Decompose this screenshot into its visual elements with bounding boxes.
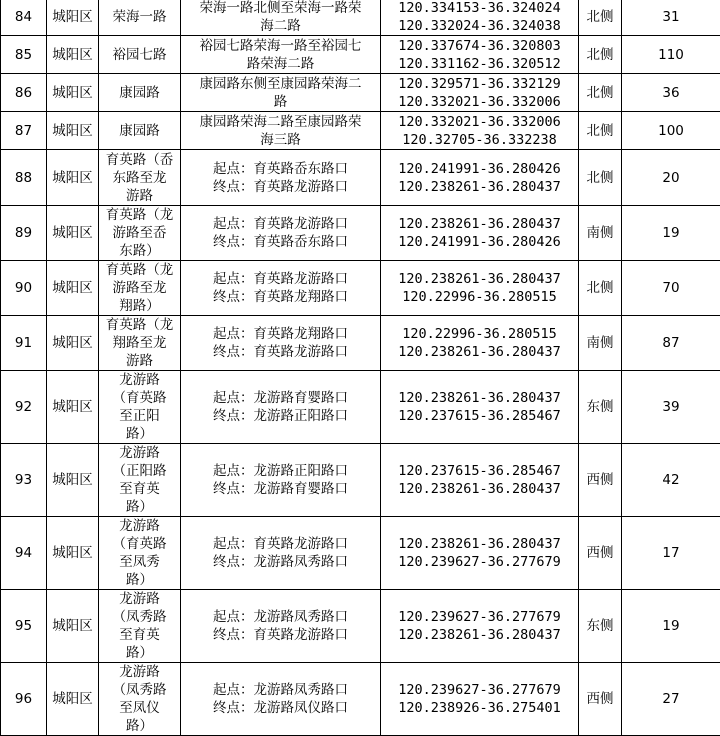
road-name-line: 育英路（龙 [99,206,180,224]
row-number: 87 [1,112,47,150]
coordinates-cell [381,316,579,371]
road-range-cell [181,316,381,371]
row-number: 93 [1,444,47,517]
row-number: 88 [1,150,47,206]
road-name-line: 至育英 [99,626,180,644]
district-cell: 城阳区 [47,316,99,371]
side-cell: 北侧 [579,0,622,36]
table-row [1,150,720,206]
road-name-line: 荣海一路 [99,8,180,26]
coordinate-line: 120.22996-36.280515 [381,325,578,343]
coordinate-line: 120.334153-36.324024 [381,0,578,17]
coordinates-cell [381,206,579,261]
road-name-line: 裕园七路 [99,46,180,64]
table-row [1,206,720,261]
road-range-cell [181,371,381,444]
road-name-line: 至凤仪 [99,699,180,717]
coordinate-line: 120.238261-36.280437 [381,535,578,553]
row-number: 84 [1,0,47,36]
coordinates-cell [381,0,579,36]
coordinates-cell [381,371,579,444]
row-number: 85 [1,36,47,74]
road-name-line: 游路至岙 [99,224,180,242]
range-line: 荣海一路北侧至荣海一路荣 [181,0,380,17]
road-name-line: 路） [99,498,180,516]
range-line: 起点：育英路龙游路口 [181,270,380,288]
coordinate-line: 120.238261-36.280437 [381,215,578,233]
space-count-cell: 19 [622,590,720,663]
road-name-line: 育英路（岙 [99,151,180,169]
coordinate-line: 120.331162-36.320512 [381,55,578,73]
road-name-line: 路） [99,644,180,662]
road-name-line: 东路至龙 [99,169,180,187]
district-cell: 城阳区 [47,590,99,663]
coordinates-cell [381,74,579,112]
range-line: 路 [181,93,380,111]
range-line: 终点：龙游路凤秀路口 [181,553,380,571]
road-name-cell [99,371,181,444]
row-number: 90 [1,261,47,316]
coordinate-line: 120.241991-36.280426 [381,233,578,251]
road-name-cell [99,590,181,663]
range-line: 海二路 [181,17,380,35]
road-name-line: 龙游路 [99,590,180,608]
coordinates-cell [381,150,579,206]
space-count-cell: 110 [622,36,720,74]
road-name-line: 龙游路 [99,517,180,535]
road-name-line: 康园路 [99,84,180,102]
road-name-line: 翔路） [99,297,180,315]
side-cell: 东侧 [579,371,622,444]
coordinate-line: 120.329571-36.332129 [381,75,578,93]
space-count-cell: 70 [622,261,720,316]
space-count-cell: 42 [622,444,720,517]
road-name-line: 至育英 [99,480,180,498]
road-range-cell [181,444,381,517]
range-line: 康园路东侧至康园路荣海二 [181,75,380,93]
table-row [1,590,720,663]
range-line: 起点：育英路龙游路口 [181,215,380,233]
range-line: 起点：龙游路正阳路口 [181,462,380,480]
road-name-line: 路） [99,425,180,443]
range-line: 裕园七路荣海一路至裕园七 [181,37,380,55]
space-count-cell: 31 [622,0,720,36]
range-line: 起点：龙游路凤秀路口 [181,608,380,626]
road-name-cell [99,517,181,590]
side-cell: 北侧 [579,261,622,316]
range-line: 起点：龙游路凤秀路口 [181,681,380,699]
district-cell: 城阳区 [47,261,99,316]
road-name-line: 至凤秀 [99,553,180,571]
side-cell: 北侧 [579,150,622,206]
table-row [1,517,720,590]
range-line: 起点：育英路岙东路口 [181,160,380,178]
road-name-line: 路） [99,571,180,589]
road-name-line: 育英路（龙 [99,316,180,334]
road-name-line: （正阳路 [99,462,180,480]
road-name-cell [99,0,181,36]
row-number: 86 [1,74,47,112]
space-count-cell: 27 [622,663,720,736]
road-name-cell [99,316,181,371]
coordinates-cell [381,36,579,74]
range-line: 终点：龙游路育婴路口 [181,480,380,498]
district-cell: 城阳区 [47,112,99,150]
road-range-cell [181,261,381,316]
space-count-cell: 39 [622,371,720,444]
row-number: 91 [1,316,47,371]
road-name-line: 至正阳 [99,407,180,425]
range-line: 终点：龙游路正阳路口 [181,407,380,425]
road-range-cell [181,74,381,112]
table-row [1,0,720,36]
coordinates-cell [381,444,579,517]
road-name-cell [99,261,181,316]
coordinates-cell [381,590,579,663]
road-name-cell [99,74,181,112]
range-line: 终点：育英路龙翔路口 [181,288,380,306]
road-range-cell [181,150,381,206]
district-cell: 城阳区 [47,0,99,36]
road-name-line: （育英路 [99,389,180,407]
table-row [1,444,720,517]
road-range-cell [181,112,381,150]
district-cell: 城阳区 [47,663,99,736]
road-name-cell [99,444,181,517]
row-number: 94 [1,517,47,590]
table-body [1,0,720,736]
road-range-cell [181,590,381,663]
coordinate-line: 120.238261-36.280437 [381,343,578,361]
row-number: 96 [1,663,47,736]
coordinate-line: 120.237615-36.285467 [381,462,578,480]
road-name-cell [99,112,181,150]
range-line: 康园路荣海二路至康园路荣 [181,113,380,131]
road-name-cell [99,206,181,261]
range-line: 终点：龙游路凤仪路口 [181,699,380,717]
range-line: 海三路 [181,131,380,149]
road-name-cell [99,663,181,736]
district-cell: 城阳区 [47,371,99,444]
coordinate-line: 120.238261-36.280437 [381,270,578,288]
coordinate-line: 120.332021-36.332006 [381,113,578,131]
coordinate-line: 120.337674-36.320803 [381,37,578,55]
coordinate-line: 120.332024-36.324038 [381,17,578,35]
district-cell: 城阳区 [47,36,99,74]
road-name-line: 龙游路 [99,444,180,462]
side-cell: 西侧 [579,444,622,517]
road-name-line: 育英路（龙 [99,261,180,279]
side-cell: 西侧 [579,663,622,736]
range-line: 起点：育英路龙翔路口 [181,325,380,343]
district-cell: 城阳区 [47,444,99,517]
road-name-line: 游路至龙 [99,279,180,297]
district-cell: 城阳区 [47,74,99,112]
table-row [1,36,720,74]
range-line: 终点：育英路龙游路口 [181,178,380,196]
row-number: 89 [1,206,47,261]
road-range-cell [181,517,381,590]
coordinates-cell [381,261,579,316]
coordinate-line: 120.238261-36.280437 [381,178,578,196]
road-name-line: 游路 [99,352,180,370]
district-cell: 城阳区 [47,206,99,261]
coordinate-line: 120.239627-36.277679 [381,681,578,699]
table-row [1,316,720,371]
road-name-line: 康园路 [99,122,180,140]
table-row [1,112,720,150]
side-cell: 北侧 [579,74,622,112]
space-count-cell: 100 [622,112,720,150]
table-row [1,663,720,736]
road-name-line: 东路） [99,242,180,260]
side-cell: 西侧 [579,517,622,590]
coordinate-line: 120.238261-36.280437 [381,389,578,407]
road-name-line: 翔路至龙 [99,334,180,352]
range-line: 终点：育英路龙游路口 [181,626,380,644]
coordinate-line: 120.239627-36.277679 [381,608,578,626]
road-name-line: 路） [99,717,180,735]
coordinates-cell [381,112,579,150]
side-cell: 南侧 [579,316,622,371]
table-row [1,371,720,444]
road-name-line: （育英路 [99,535,180,553]
road-name-line: 龙游路 [99,663,180,681]
road-name-line: 龙游路 [99,371,180,389]
side-cell: 南侧 [579,206,622,261]
road-name-cell [99,150,181,206]
row-number: 92 [1,371,47,444]
road-name-line: （凤秀路 [99,608,180,626]
range-line: 起点：育英路龙游路口 [181,535,380,553]
table-row [1,261,720,316]
road-range-cell [181,0,381,36]
road-range-cell [181,206,381,261]
coordinate-line: 120.238261-36.280437 [381,480,578,498]
space-count-cell: 17 [622,517,720,590]
range-line: 终点：育英路龙游路口 [181,343,380,361]
coordinate-line: 120.22996-36.280515 [381,288,578,306]
coordinate-line: 120.32705-36.332238 [381,131,578,149]
side-cell: 北侧 [579,112,622,150]
coordinate-line: 120.239627-36.277679 [381,553,578,571]
range-line: 路荣海二路 [181,55,380,73]
coordinate-line: 120.241991-36.280426 [381,160,578,178]
range-line: 终点：育英路岙东路口 [181,233,380,251]
district-cell: 城阳区 [47,517,99,590]
range-line: 起点：龙游路育婴路口 [181,389,380,407]
coordinate-line: 120.237615-36.285467 [381,407,578,425]
space-count-cell: 20 [622,150,720,206]
coordinate-line: 120.238926-36.275401 [381,699,578,717]
coordinates-cell [381,663,579,736]
space-count-cell: 87 [622,316,720,371]
district-cell: 城阳区 [47,150,99,206]
road-name-cell [99,36,181,74]
space-count-cell: 19 [622,206,720,261]
side-cell: 北侧 [579,36,622,74]
row-number: 95 [1,590,47,663]
road-name-line: 游路 [99,187,180,205]
road-range-cell [181,663,381,736]
side-cell: 东侧 [579,590,622,663]
coordinate-line: 120.238261-36.280437 [381,626,578,644]
road-range-cell [181,36,381,74]
coordinates-cell [381,517,579,590]
table-row [1,74,720,112]
road-name-line: （凤秀路 [99,681,180,699]
coordinate-line: 120.332021-36.332006 [381,93,578,111]
space-count-cell: 36 [622,74,720,112]
